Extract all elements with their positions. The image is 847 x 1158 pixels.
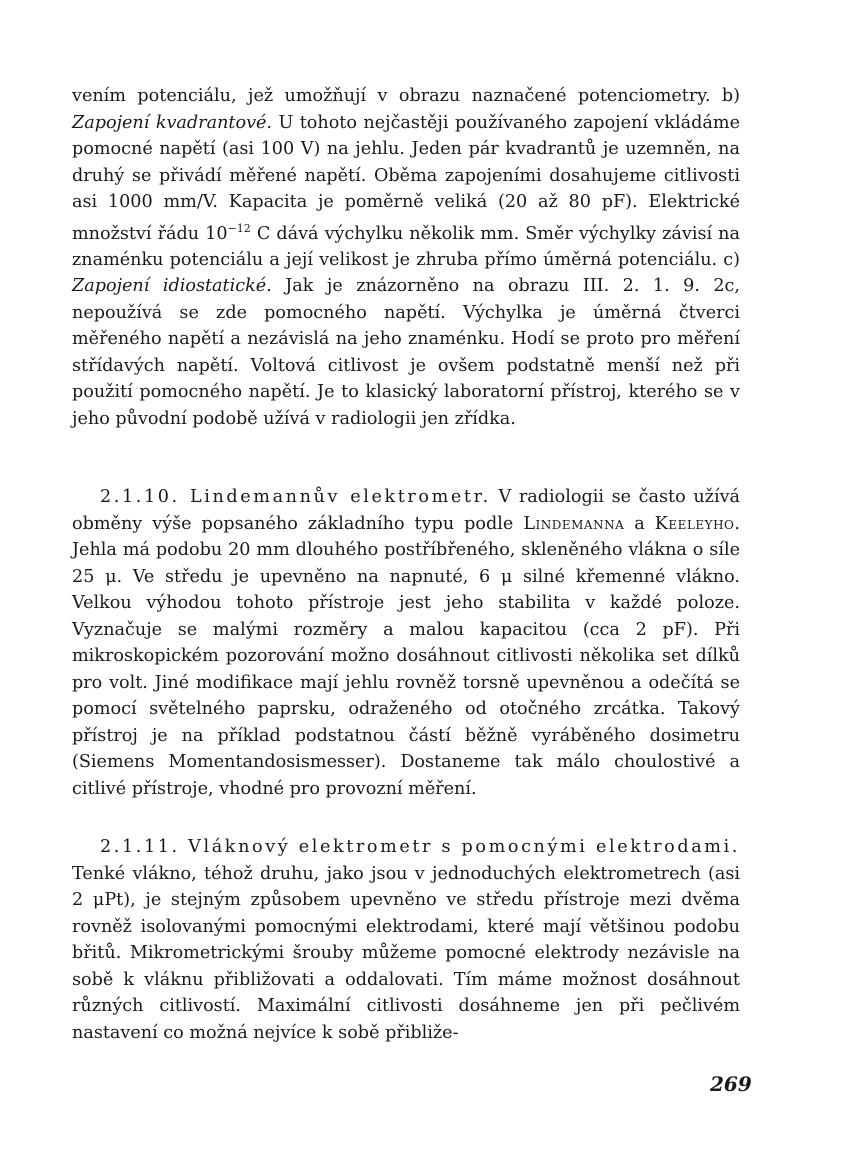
- section-heading-2-1-10: 2.1.10. Lindemannův elektrometr.: [100, 487, 491, 507]
- section-fiber-electrometer: [72, 834, 740, 1046]
- author-name: Lindemanna: [523, 513, 625, 534]
- text-run: C dává výchylku několik mm. Směr výchylky závisí na znaménku potenciálu a její velikost je zhruba přímo úměrná potenciálu. c): [72, 223, 741, 270]
- text-run: . Jehla má podobu 20 mm dlouhého postříbřeného, skleněného vlákna o síle 25 μ. Ve středu je upevněno na napnuté, 6 μ silné křemenné vlákno. Velkou výhodou tohoto přístroje jest jeho stabilita v každé poloze. Vyznačuje se malými rozměry a malou kapacitou (cca 2 pF). Při mikroskopickém pozorování možno dosáhnout citlivosti několika set dílků pro volt. Jiné modifikace mají jehlu rovněž torsně upevněnou a odečítá se pomocí světelného paprsku, odraženého od otočného zrcátka. Takový přístroj je na příklad podstatnou částí běžně vyráběného dosimetru (Siemens Momentandosismesser). Dostaneme tak málo choulostivé a citlivé přístroje, vhodné pro provozní měření.: [72, 513, 740, 799]
- text-run: U tohoto nejčastěji používaného zapojení vkládáme pomocné napětí (asi 100 V) na jehlu. Jeden pár kvadrantů je uzemněn, na druhý se přivádí měřené napětí. Oběma zapojeními dosahujeme citlivosti asi 1000 mm/V. Kapacita je poměrně veliká (20 až 80 pF). Elektrické množství řádu 10: [72, 112, 740, 244]
- paragraph-continued: [72, 83, 740, 432]
- text-run: vením potenciálu, jež umožňují v obrazu naznačené potenciometry. b): [72, 86, 740, 106]
- text-run: a: [624, 513, 655, 534]
- text-run: V radiologii se často užívá obměny výše popsaného základního typu podle: [72, 487, 741, 534]
- exponent: −12: [227, 221, 251, 235]
- text-run: Jak je znázorněno na obrazu III. 2. 1. 9. 2c, nepoužívá se zde pomocného napětí. Výchylka je úměrná čtverci měřeného napětí a nezávislá na jeho znaménku. Hodí se proto pro měření střídavých napětí. Voltová citlivost je ovšem podstatně menší než při použití pomocného napětí. Je to klasický laboratorní přístroj, kterého se v jeho původní podobě užívá v radiologii jen zřídka.: [72, 276, 740, 429]
- section-heading-2-1-11: 2.1.11. Vláknový elektrometr s pomocnými elektrodami.: [100, 837, 740, 857]
- author-name: Keeleyho: [654, 513, 735, 534]
- text-run: Tenké vlákno, téhož druhu, jako jsou v jednoduchých elektrometrech (asi 2 μPt), je stejným způsobem upevněno ve středu přístroje mezi dvěma rovněž isolovanými pomocnými elektrodami, které mají většinou podobu břitů. Mikrometrickými šrouby můžeme pomocné elektrody nezávisle na sobě k vláknu přibližovati a oddalovati. Tím máme možnost dosáhnout různých citlivostí. Maximální citlivosti dosáhneme jen při pečlivém nastavení co možná nejvíce k sobě přibliže-: [72, 863, 740, 1043]
- page-number: 269: [710, 1072, 752, 1096]
- section-lindemann: [72, 484, 740, 802]
- italic-term-quadrant: Zapojení kvadrantové.: [72, 112, 273, 133]
- italic-term-idiostatic: Zapojení idiostatické.: [72, 276, 272, 297]
